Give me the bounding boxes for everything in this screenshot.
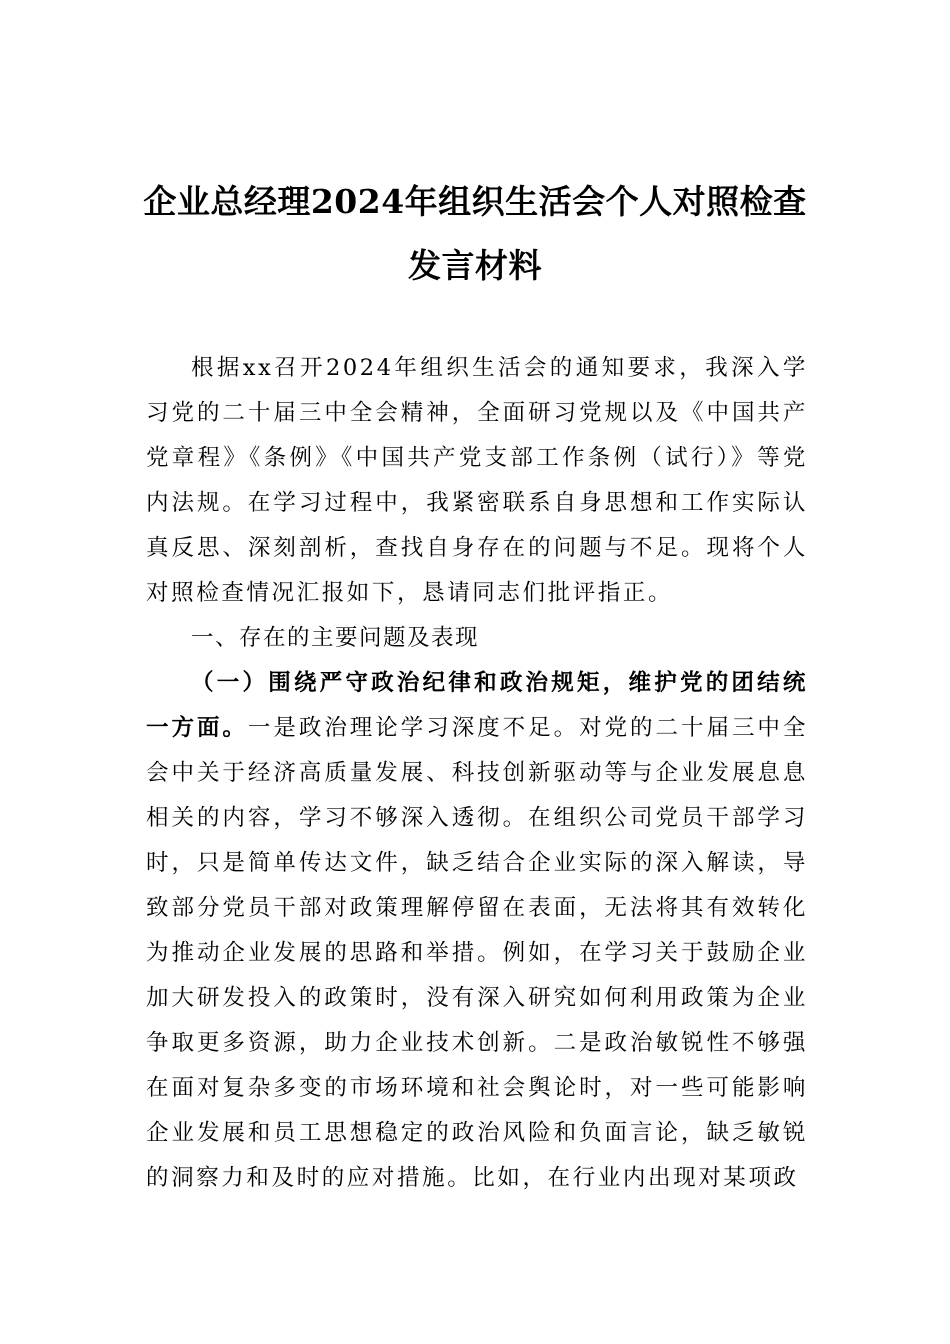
intro-paragraph: 根据xx召开2024年组织生活会的通知要求，我深入学习党的二十届三中全会精神，全面研习党规以及《中国共产党章程》《条例》《中国共产党支部工作条例（试行）》等党内法规。在学习过程中，我紧密联系自身思想和工作实际认真反思、深刻剖析，查找自身存在的问题与不足。现将个人对照检查情况汇报如下，恳请同志们批评指正。 (146, 355, 808, 606)
subsection-paragraph (146, 661, 808, 1201)
section-heading: 一、存在的主要问题及表现 (191, 625, 480, 651)
document-title: 企业总经理2024年组织生活会个人对照检查发言材料 (143, 182, 807, 285)
subsection-body: 一是政治理论学习深度不足。对党的二十届三中全会中关于经济高质量发展、科技创新驱动等与企业发展息息相关的内容，学习不够深入透彻。在组织公司党员干部学习时，只是简单传达文件，缺乏结合企业实际的深入解读，导致部分党员干部对政策理解停留在表面，无法将其有效转化为推动企业发展的思路和举措。例如，在学习关于鼓励企业加大研发投入的政策时，没有深入研究如何利用政策为企业争取更多资源，助力企业技术创新。二是政治敏锐性不够强在面对复杂多变的市场环境和社会舆论时，对一些可能影响企业发展和员工思想稳定的政治风险和负面言论，缺乏敏锐的洞察力和及时的应对措施。比如，在行业内出现对某项政 (146, 715, 808, 1191)
subsection-lead: （一）围绕严守政治纪律和政治规矩，维护党的团结统一方面。 (146, 670, 808, 741)
